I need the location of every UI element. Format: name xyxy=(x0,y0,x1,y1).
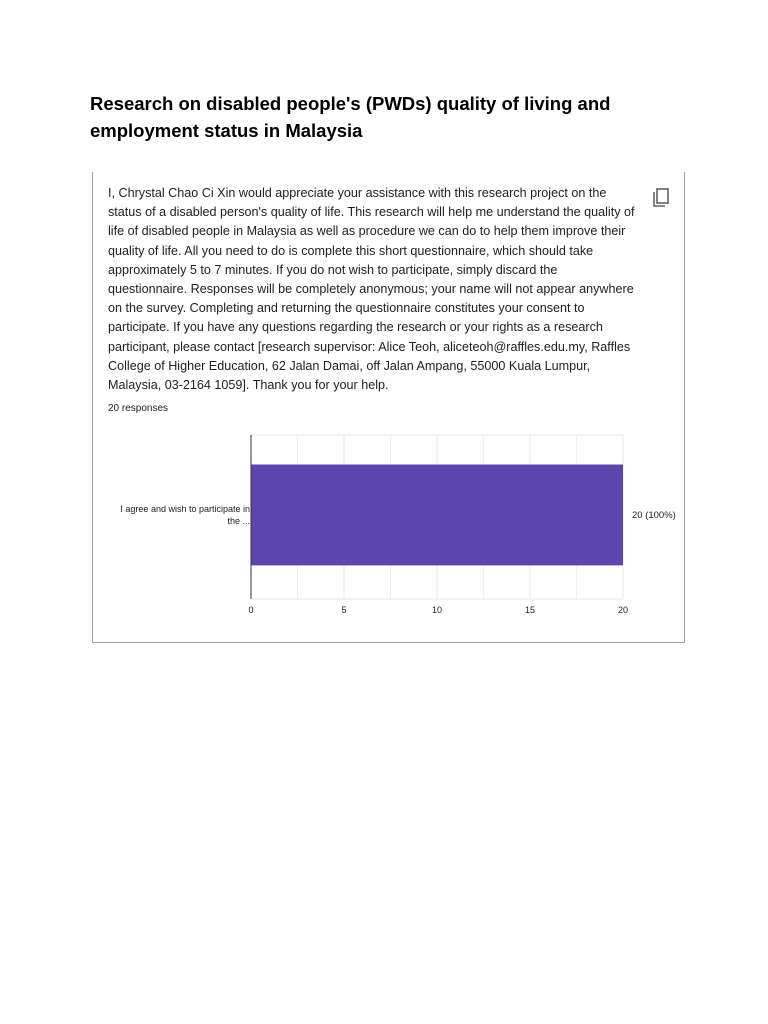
x-tick-label: 0 xyxy=(248,605,254,615)
x-tick-label: 20 xyxy=(617,605,629,615)
x-tick-label: 10 xyxy=(431,605,443,615)
category-label: I agree and wish to participate in the ... xyxy=(120,503,250,526)
x-tick-label: 5 xyxy=(341,605,347,615)
responses-count: 20 responses xyxy=(108,403,169,414)
x-tick-label: 15 xyxy=(524,605,536,615)
chart-bars xyxy=(251,465,623,566)
question-text: I, Chrystal Chao Ci Xin would appreciate your assistance with this research project on the status of a disabled person's quality of life. This research will help me understand the quality of life of disabled people in Malaysia as well as procedure we can do to help them improve their quality of life. All you need to do is complete this short questionnaire, which should take approximately 5 to 7 minutes. If you do not wish to participate, simply discard the questionnaire. Responses will be completely anonymous; your name will not appear anywhere on the survey. Completing and returning the questionnaire constitutes your consent to participate. If you have any questions regarding the research or your rights as a research participant, please contact [research supervisor: Alice Teoh, aliceteoh@raffles.edu.my, Raffles College of Higher Education, 62 Jalan Damai, off Jalan Ampang, 55000 Kuala Lumpur, Malaysia, 03-2164 1059]. Thank you for your help. xyxy=(108,186,635,393)
bar-chart xyxy=(93,172,684,642)
question-card xyxy=(92,172,685,643)
bar xyxy=(251,465,623,566)
data-label: 20 (100%) xyxy=(632,509,676,521)
document-title: Research on disabled people's (PWDs) quality of living and employment status in Malaysia xyxy=(90,93,611,141)
